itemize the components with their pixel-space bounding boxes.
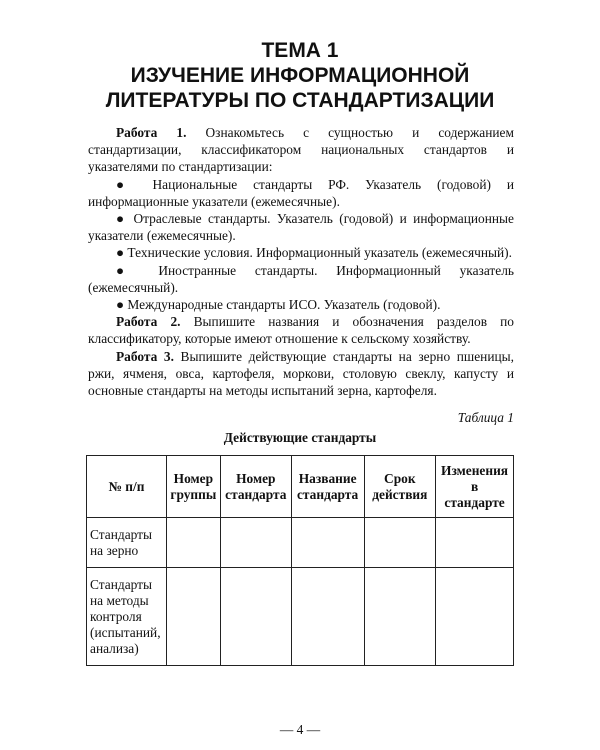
row-label-methods: Стандарты на методы контроля (испытаний, анализа): [87, 568, 167, 666]
table-cell: [166, 518, 220, 568]
table-cell: [166, 568, 220, 666]
table-caption: Таблица 1: [457, 410, 514, 425]
header-validity: Срок действия: [364, 456, 436, 518]
bullet-item: ● Иностранные стандарты. Информационный указатель (ежемесячный).: [88, 262, 514, 295]
header-number: № п/п: [87, 456, 167, 518]
heading-line-3: ЛИТЕРАТУРЫ ПО СТАНДАРТИЗАЦИИ: [105, 89, 495, 112]
heading-line-2: ИЗУЧЕНИЕ ИНФОРМАЦИОННОЙ: [130, 64, 470, 87]
page-number: — 4 —: [279, 722, 321, 737]
bullet-item: ● Отраслевые стандарты. Указатель (годовой) и информационные указатели (ежемесячные).: [88, 211, 514, 244]
standards-table: [86, 455, 514, 666]
work-2-paragraph: [88, 313, 514, 347]
work-3-paragraph: [88, 348, 514, 400]
row-label-grain: Стандарты на зерно: [87, 518, 167, 568]
table-header-row: [87, 456, 514, 518]
table-row: [87, 518, 514, 568]
table-cell: [220, 518, 291, 568]
bullet-item: ● Национальные стандарты РФ. Указатель (годовой) и информационные указатели (ежемесячные).: [88, 176, 514, 209]
table-title: Действующие стандарты: [223, 430, 377, 445]
heading-topic: ТЕМА 1: [261, 39, 339, 62]
header-changes: Изменения в стандарте: [436, 456, 514, 518]
table-cell: [364, 568, 436, 666]
header-standard-number: Номер стандарта: [220, 456, 291, 518]
header-standard-name: Название стандарта: [291, 456, 364, 518]
table-cell: [436, 518, 514, 568]
work-1-paragraph: [88, 124, 514, 176]
bullet-item: ● Технические условия. Информационный указатель (ежемесячный).: [116, 245, 512, 261]
page-heading: [0, 38, 600, 113]
work-1-text: Ознакомьтесь с сущностью и содержанием стандартизации, классификатором национальных стандартов и указателями по стандартизации:: [88, 125, 514, 175]
work-2-label: Работа 2.: [116, 314, 181, 330]
bullet-item: ● Международные стандарты ИСО. Указатель (годовой).: [116, 297, 441, 313]
table-cell: [220, 568, 291, 666]
work-2-text: Выпишите названия и обозначения разделов по классификатору, которые имеют отношение к сельскому хозяйству.: [88, 314, 514, 347]
header-group-number: Номер группы: [166, 456, 220, 518]
work-3-text: Выпишите действующие стандарты на зерно пшеницы, ржи, ячменя, овса, картофеля, моркови, столовую свеклу, капусту и основные стандарты на методы испытаний зерна, картофеля.: [88, 348, 514, 399]
body-text: [88, 124, 514, 399]
table-cell: [291, 518, 364, 568]
table-cell: [291, 568, 364, 666]
table-cell: [364, 518, 436, 568]
work-3-label: Работа 3.: [116, 348, 174, 364]
table-cell: [436, 568, 514, 666]
work-1-label: Работа 1.: [116, 125, 187, 140]
table-row: [87, 568, 514, 666]
